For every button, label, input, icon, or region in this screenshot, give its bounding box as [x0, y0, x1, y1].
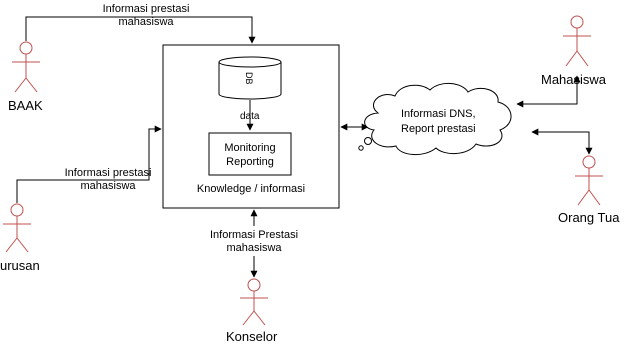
monitoring-reporting-box	[209, 133, 291, 175]
knowledge-label: Knowledge / informasi	[196, 183, 306, 195]
cloud-bubble-1	[365, 138, 372, 145]
cloud-bubble-2	[359, 146, 363, 150]
flow-top-label-2: mahasiswa	[118, 16, 174, 28]
monitoring-label: Monitoring	[224, 142, 276, 154]
flow-left-label-2: mahasiswa	[80, 180, 136, 192]
actor-urusan	[3, 204, 31, 252]
flow-cloud-orang-tua	[532, 132, 589, 154]
flow-bottom-label-2: mahasiswa	[226, 242, 282, 254]
actor-konselor-label: Konselor	[226, 329, 278, 344]
flow-bottom-label-1: Informasi Prestasi	[209, 229, 299, 241]
actor-orang-tua	[575, 156, 603, 205]
actor-orang-tua-label: Orang Tua	[558, 210, 620, 225]
actor-mahasiswa-label: Mahasiswa	[541, 72, 607, 87]
reporting-label: Reporting	[226, 156, 274, 168]
actor-baak-label: BAAK	[8, 98, 43, 113]
flow-left-label-1: Informasi prestasi	[64, 167, 152, 179]
data-label: data	[240, 111, 260, 122]
actor-baak	[12, 42, 40, 92]
flow-top-label-1: Informasi prestasi	[102, 3, 190, 15]
cloud-line-2: Report prestasi	[401, 123, 476, 135]
db-label: DB	[244, 72, 254, 85]
actor-urusan-label: urusan	[0, 258, 40, 273]
cloud-line-1: Informasi DNS,	[401, 108, 476, 120]
actor-konselor	[240, 279, 268, 325]
actor-mahasiswa	[563, 16, 591, 66]
